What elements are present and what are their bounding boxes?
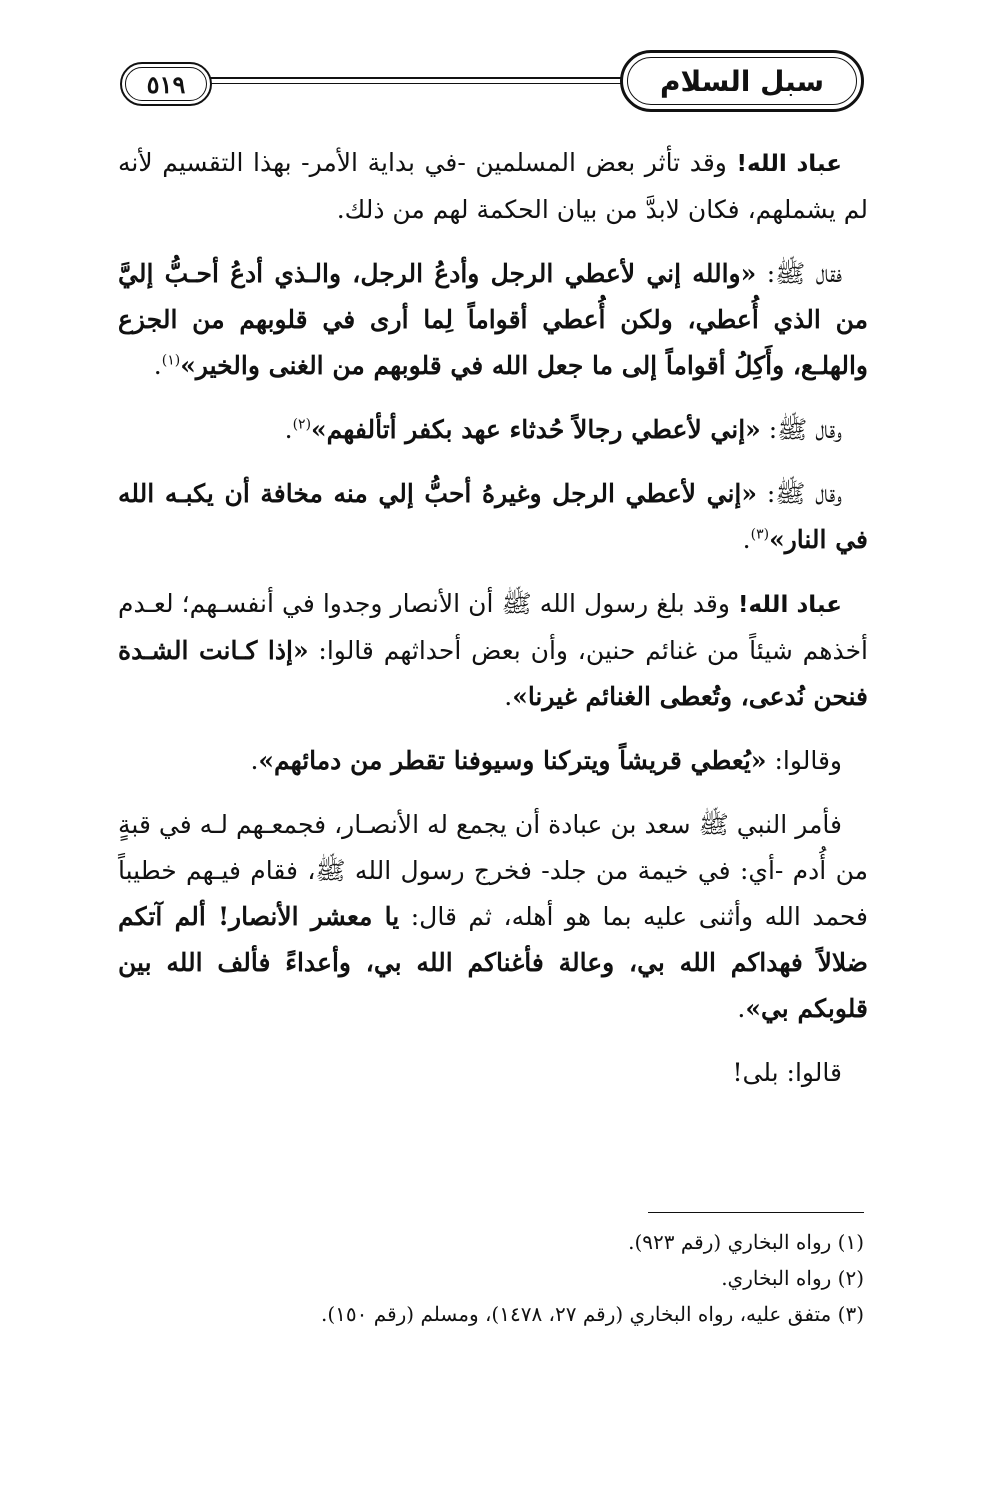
- footnote-marker: (٢): [292, 416, 312, 433]
- paragraph-7: [118, 802, 868, 1032]
- header-rule-thin: [210, 83, 622, 84]
- paragraph-suffix: .: [742, 525, 751, 554]
- hadith-quote: «والله إني لأعطي الرجل وأدعُ الرجل، والـذي أدعُ أحـبُّ إليَّ من الذي أُعطي، ولكن أُعطي أقواماً لِما أرى في قلوبهم من الجزع والهلـع، وأَكِلُ أقواماً إلى ما جعل الله في قلوبهم من الغنى والخير»: [118, 259, 868, 380]
- paragraph-suffix: .: [250, 746, 259, 775]
- header-rule: [210, 77, 622, 79]
- footnote-1: (١) رواه البخاري (رقم ٩٢٣).: [628, 1230, 864, 1254]
- paragraph-5: [118, 581, 868, 720]
- footnote-marker: (٣): [750, 526, 770, 543]
- paragraph-8: [118, 1050, 868, 1096]
- page-header: [120, 42, 864, 126]
- paragraph-prefix: فقال ﷺ:: [756, 259, 842, 288]
- hadith-quote: «إذا كـانت الشـدة فنحن نُدعى، وتُعطى الغنائم غيرنا»: [118, 636, 868, 711]
- paragraph-prefix: وقال ﷺ:: [757, 479, 842, 508]
- paragraph-suffix: .: [737, 994, 746, 1023]
- footnote-2: (٢) رواه البخاري.: [721, 1266, 864, 1290]
- main-text: [118, 140, 868, 1114]
- paragraph-lead: عباد الله!: [737, 592, 842, 618]
- paragraph-text: فأمر النبي ﷺ سعد بن عبادة أن يجمع له الأنصـار، فجمعـهم لـه في قبةٍ من أُدم -أي: في خيمة من جلد- فخرج رسول الله ﷺ، فقام فيـهم خطيباً فحمد الله وأثنى عليه بما هو أهله، ثم قال:: [118, 810, 868, 931]
- paragraph-suffix: .: [284, 415, 293, 444]
- page-number: ٥١٩: [146, 69, 186, 99]
- hadith-quote: «إني لأعطي رجالاً حُدثاء عهد بكفر أتألفهم»: [311, 415, 761, 444]
- footnotes: [118, 1224, 864, 1332]
- paragraph-text: وقد بلغ رسول الله ﷺ أن الأنصار وجدوا في أنفسـهم؛ لعـدم أخذهم شيئاً من غنائم حنين، وأن بعض أحداثهم قالوا:: [118, 589, 868, 665]
- paragraph-6: [118, 738, 868, 784]
- paragraph-3: [118, 407, 868, 453]
- footnote-3: (٣) متفق عليه، رواه البخاري (رقم ٢٧، ١٤٧٨)، ومسلم (رقم ١٥٠).: [321, 1302, 864, 1326]
- hadith-quote: «إني لأعطي الرجل وغيرهُ أحبُّ إلي منه مخافة أن يكبـه الله في النار»: [118, 479, 868, 554]
- paragraph-1: [118, 140, 868, 233]
- paragraph-suffix: .: [153, 351, 162, 380]
- hadith-quote: يا معشر الأنصار! ألم آتكم ضلالاً فهداكم الله بي، وعالة فأغناكم الله بي، وأعداءً فألف الله بين قلوبكم بي»: [118, 902, 868, 1023]
- paragraph-4: [118, 471, 868, 563]
- paragraph-lead: عباد الله!: [736, 151, 842, 177]
- paragraph-prefix: وقالوا:: [766, 746, 842, 775]
- footnote-marker: (١): [161, 352, 181, 369]
- paragraph-prefix: وقال ﷺ:: [760, 415, 842, 444]
- paragraph-text: قالوا: بلى!: [732, 1058, 842, 1087]
- paragraph-suffix: .: [504, 682, 513, 711]
- paragraph-2: [118, 251, 868, 389]
- hadith-quote: «يُعطي قريشاً ويتركنا وسيوفنا تقطر من دمائهم»: [258, 746, 767, 775]
- paragraph-text: وقد تأثر بعض المسلمين -في بداية الأمر- بهذا التقسيم لأنه لم يشملهم، فكان لابدَّ من بيان الحكمة لهم من ذلك.: [118, 148, 868, 224]
- book-title: سبل السلام: [659, 64, 825, 98]
- footnote-divider: [648, 1212, 864, 1213]
